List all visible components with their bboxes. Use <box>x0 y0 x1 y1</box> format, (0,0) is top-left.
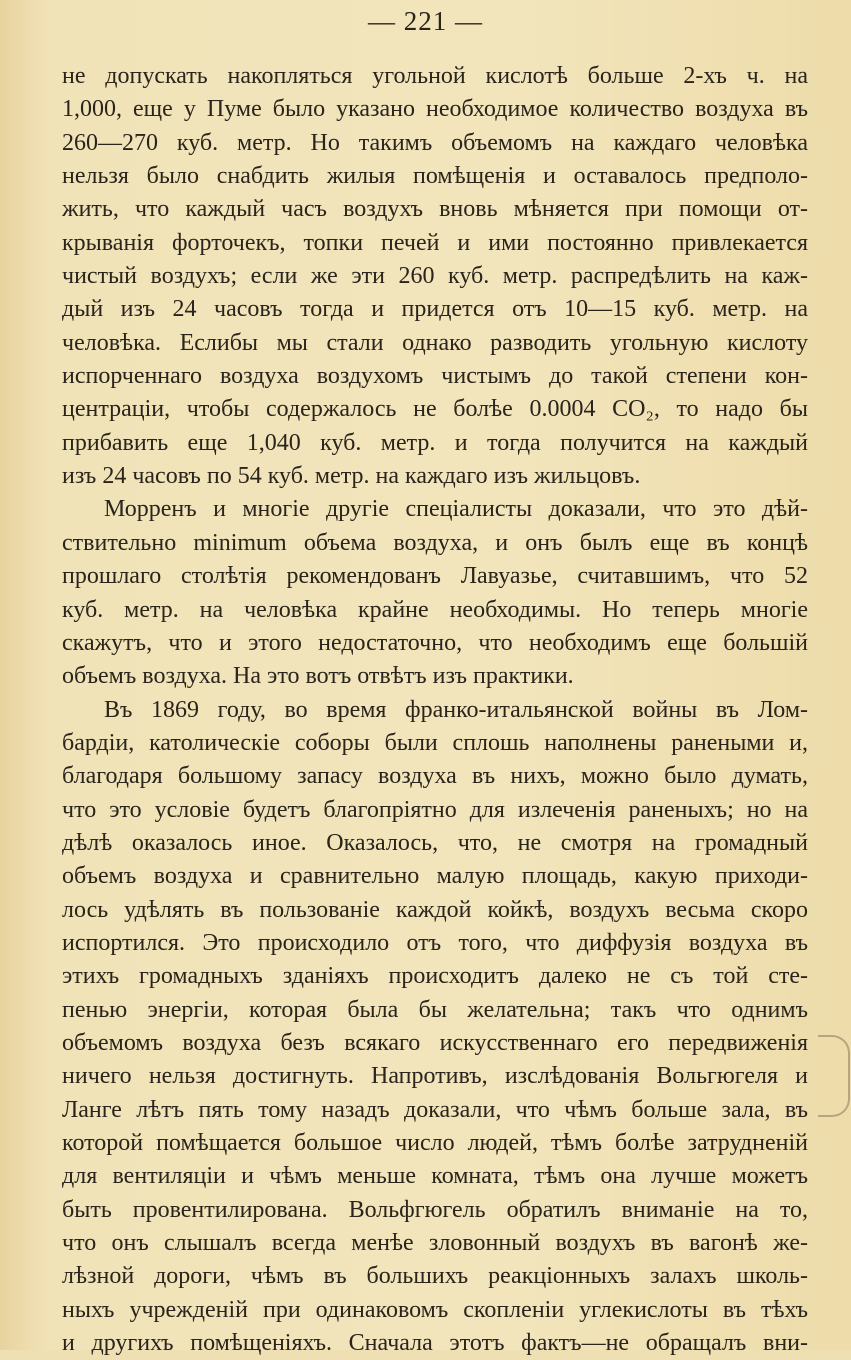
text-line: чистый воздухъ; если же эти 260 куб. метр. распредѣлить на каж- <box>62 263 808 290</box>
text-line: объемъ воздуха и сравнительно малую площадь, какую приходи- <box>62 863 808 890</box>
text-line: что онъ слышалъ всегда менѣе зловонный воздухъ въ вагонѣ же- <box>62 1230 808 1257</box>
text-line: испорченнаго воздуха воздухомъ чистымъ до такой степени кон- <box>62 363 808 390</box>
text-line: не допускать накопляться угольной кислотѣ больше 2-хъ ч. на <box>62 63 808 89</box>
text-line: центраціи, чтобы содержалось не болѣе 0.0004 CO₂, то надо бы <box>62 396 808 423</box>
text-line: бардіи, католическіе соборы были сплошь наполнены ранеными и, <box>62 729 808 756</box>
text-line: Въ 1869 году, во время франко-итальянской войны въ Лом- <box>104 696 808 723</box>
text-line: быть провентилирована. Вольфгюгель обратилъ вниманіе на то, <box>62 1196 808 1223</box>
text-line: испортился. Это происходило отъ того, что диффузія воздуха въ <box>62 929 808 956</box>
text-line: благодаря большому запасу воздуха въ нихъ, можно было думать, <box>62 763 808 790</box>
text-line: прошлаго столѣтія рекомендованъ Лавуазье, считавшимъ, что 52 <box>62 563 808 590</box>
text-line: что это условіе будетъ благопріятно для излеченія раненыхъ; но на <box>62 796 808 823</box>
text-line: 1,000, еще у Пуме было указано необходимое количество воздуха въ <box>62 96 808 123</box>
text-line: ствительно minimum объема воздуха, и онъ былъ еще въ концѣ <box>62 529 808 556</box>
text-line: объемомъ воздуха безъ всякаго искусственнаго его передвиженія <box>62 1029 808 1056</box>
text-line: лѣзной дороги, чѣмъ въ большихъ реакціонныхъ залахъ школь- <box>62 1263 808 1290</box>
text-line: крыванія форточекъ, топки печей и ими постоянно привлекается <box>62 229 808 256</box>
text-line: которой помѣщается большое число людей, тѣмъ болѣе затрудненій <box>62 1130 808 1156</box>
text-line: человѣка. Еслибы мы стали однако разводить угольную кислоту <box>62 329 808 356</box>
text-line: 260—270 куб. метр. Но такимъ объемомъ на каждаго человѣка <box>62 129 808 156</box>
margin-pencil-mark <box>818 1035 850 1117</box>
text-line: дѣлѣ оказалось иное. Оказалось, что, не смотря на громадный <box>62 829 808 856</box>
text-line: лось удѣлять въ пользованіе каждой койкѣ, воздухъ весьма скоро <box>62 896 808 923</box>
text-line: дый изъ 24 часовъ тогда и придется отъ 10—15 куб. метр. на <box>62 296 808 323</box>
text-line: пенью энергіи, которая была бы желательна; такъ что однимъ <box>62 996 808 1023</box>
body-text <box>62 60 808 1360</box>
text-line: прибавить еще 1,040 куб. метр. и тогда получится на каждый <box>62 429 808 456</box>
text-line: нельзя было снабдить жилыя помѣщенія и оставалось предполо- <box>62 163 808 190</box>
text-line: и другихъ помѣщеніяхъ. Сначала этотъ фактъ—не обращалъ вни- <box>62 1330 808 1357</box>
text-line: куб. метр. на человѣка крайне необходимы. Но теперь многіе <box>62 596 808 623</box>
text-line: Морренъ и многіе другіе спеціалисты доказали, что это дѣй- <box>104 496 808 523</box>
text-line: ничего нельзя достигнуть. Напротивъ, изслѣдованія Вольгюгеля и <box>62 1063 808 1090</box>
text-line: жить, что каждый часъ воздухъ вновь мѣняется при помощи от- <box>62 196 808 223</box>
text-line: Ланге лѣтъ пять тому назадъ доказали, что чѣмъ больше зала, въ <box>62 1096 808 1123</box>
text-line: скажутъ, что и этого недостаточно, что необходимъ еще большій <box>62 629 808 656</box>
text-line: ныхъ учрежденій при одинаковомъ скопленіи углекислоты въ тѣхъ <box>62 1296 808 1323</box>
page-number: — 221 — <box>368 6 483 36</box>
text-line: изъ 24 часовъ по 54 куб. метр. на каждаго изъ жильцовъ. <box>62 463 641 490</box>
text-line: для вентиляціи и чѣмъ меньше комната, тѣмъ она лучше можетъ <box>62 1163 808 1190</box>
text-line: этихъ громадныхъ зданіяхъ происходитъ далеко не съ той сте- <box>62 963 808 990</box>
text-line: объемъ воздуха. На это вотъ отвѣтъ изъ практики. <box>62 663 574 690</box>
